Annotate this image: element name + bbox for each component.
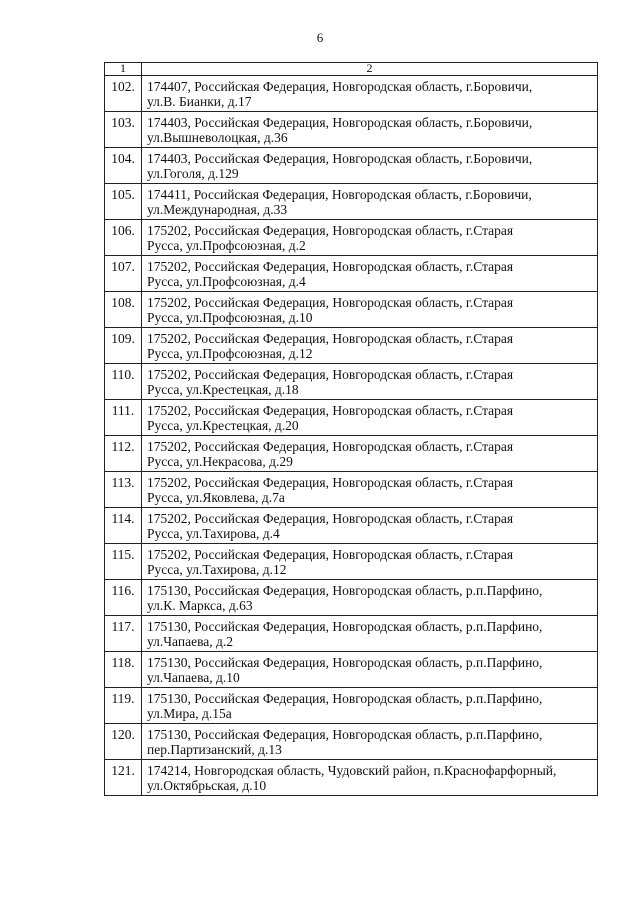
row-number: 113. xyxy=(105,472,142,508)
address-line-1: 175202, Российская Федерация, Новгородская область, г.Старая xyxy=(147,367,514,382)
row-number: 108. xyxy=(105,292,142,328)
address-line-2: Русса, ул.Профсоюзная, д.10 xyxy=(147,310,313,325)
row-number: 106. xyxy=(105,220,142,256)
address-line-1: 174411, Российская Федерация, Новгородская область, г.Боровичи, xyxy=(147,187,532,202)
address-cell xyxy=(142,580,598,616)
address-line-1: 175202, Российская Федерация, Новгородская область, г.Старая xyxy=(147,475,514,490)
address-cell xyxy=(142,328,598,364)
address-line-1: 175130, Российская Федерация, Новгородская область, р.п.Парфино, xyxy=(147,655,543,670)
table-row xyxy=(105,724,598,760)
address-cell xyxy=(142,400,598,436)
address-line-1: 175130, Российская Федерация, Новгородская область, р.п.Парфино, xyxy=(147,619,543,634)
address-line-2: Русса, ул.Крестецкая, д.18 xyxy=(147,382,299,397)
table-row xyxy=(105,184,598,220)
table-row xyxy=(105,364,598,400)
table-row xyxy=(105,220,598,256)
address-line-1: 175202, Российская Федерация, Новгородская область, г.Старая xyxy=(147,259,514,274)
address-line-1: 175202, Российская Федерация, Новгородская область, г.Старая xyxy=(147,511,514,526)
table-row xyxy=(105,616,598,652)
address-line-2: ул.Гоголя, д.129 xyxy=(147,166,239,181)
address-line-1: 175202, Российская Федерация, Новгородская область, г.Старая xyxy=(147,439,514,454)
table-row xyxy=(105,544,598,580)
address-line-2: Русса, ул.Профсоюзная, д.4 xyxy=(147,274,306,289)
row-number: 111. xyxy=(105,400,142,436)
row-number: 103. xyxy=(105,112,142,148)
table-row xyxy=(105,328,598,364)
row-number: 115. xyxy=(105,544,142,580)
address-line-2: Русса, ул.Некрасова, д.29 xyxy=(147,454,293,469)
address-cell xyxy=(142,472,598,508)
header-col-1: 1 xyxy=(105,63,142,76)
address-cell xyxy=(142,652,598,688)
address-line-1: 174403, Российская Федерация, Новгородская область, г.Боровичи, xyxy=(147,115,533,130)
row-number: 107. xyxy=(105,256,142,292)
address-line-1: 175130, Российская Федерация, Новгородская область, р.п.Парфино, xyxy=(147,727,543,742)
address-line-1: 175130, Российская Федерация, Новгородская область, р.п.Парфино, xyxy=(147,691,543,706)
address-cell xyxy=(142,544,598,580)
address-line-2: ул.Чапаева, д.10 xyxy=(147,670,240,685)
row-number: 110. xyxy=(105,364,142,400)
table-row xyxy=(105,400,598,436)
row-number: 121. xyxy=(105,760,142,796)
row-number: 109. xyxy=(105,328,142,364)
address-cell xyxy=(142,364,598,400)
table-header-row xyxy=(105,63,598,76)
address-line-2: Русса, ул.Профсоюзная, д.12 xyxy=(147,346,313,361)
table-row xyxy=(105,436,598,472)
address-cell xyxy=(142,688,598,724)
table-row xyxy=(105,256,598,292)
address-cell xyxy=(142,184,598,220)
address-cell xyxy=(142,724,598,760)
address-line-1: 175202, Российская Федерация, Новгородская область, г.Старая xyxy=(147,223,514,238)
address-cell xyxy=(142,76,598,112)
address-line-1: 175202, Российская Федерация, Новгородская область, г.Старая xyxy=(147,295,514,310)
row-number: 118. xyxy=(105,652,142,688)
table-row xyxy=(105,112,598,148)
address-line-2: ул.К. Маркса, д.63 xyxy=(147,598,253,613)
address-line-1: 175202, Российская Федерация, Новгородская область, г.Старая xyxy=(147,547,514,562)
row-number: 102. xyxy=(105,76,142,112)
table-row xyxy=(105,508,598,544)
address-cell xyxy=(142,148,598,184)
address-line-2: ул.В. Бианки, д.17 xyxy=(147,94,252,109)
address-line-2: Русса, ул.Тахирова, д.4 xyxy=(147,526,280,541)
table-row xyxy=(105,148,598,184)
address-line-2: ул.Октябрьская, д.10 xyxy=(147,778,267,793)
address-line-1: 174403, Российская Федерация, Новгородская область, г.Боровичи, xyxy=(147,151,533,166)
address-line-2: ул.Международная, д.33 xyxy=(147,202,288,217)
page-number: 6 xyxy=(316,30,324,45)
address-cell xyxy=(142,112,598,148)
table-body xyxy=(105,76,598,796)
row-number: 120. xyxy=(105,724,142,760)
table-row xyxy=(105,580,598,616)
row-number: 116. xyxy=(105,580,142,616)
address-table xyxy=(104,62,598,796)
table-row xyxy=(105,688,598,724)
row-number: 114. xyxy=(105,508,142,544)
address-cell xyxy=(142,760,598,796)
address-cell xyxy=(142,256,598,292)
header-col-2: 2 xyxy=(142,63,598,76)
row-number: 105. xyxy=(105,184,142,220)
address-line-2: ул.Чапаева, д.2 xyxy=(147,634,233,649)
address-cell xyxy=(142,436,598,472)
address-line-1: 175202, Российская Федерация, Новгородская область, г.Старая xyxy=(147,403,514,418)
address-line-2: ул.Мира, д.15а xyxy=(147,706,232,721)
address-cell xyxy=(142,616,598,652)
row-number: 112. xyxy=(105,436,142,472)
table-row xyxy=(105,760,598,796)
address-line-1: 174214, Новгородская область, Чудовский район, п.Краснофарфорный, xyxy=(147,763,557,778)
table-row xyxy=(105,652,598,688)
address-line-1: 174407, Российская Федерация, Новгородская область, г.Боровичи, xyxy=(147,79,533,94)
address-cell xyxy=(142,220,598,256)
table-row xyxy=(105,76,598,112)
address-line-2: ул.Вышневолоцкая, д.36 xyxy=(147,130,288,145)
address-line-1: 175202, Российская Федерация, Новгородская область, г.Старая xyxy=(147,331,514,346)
table-row xyxy=(105,472,598,508)
row-number: 104. xyxy=(105,148,142,184)
row-number: 119. xyxy=(105,688,142,724)
table-row xyxy=(105,292,598,328)
address-line-2: Русса, ул.Тахирова, д.12 xyxy=(147,562,287,577)
address-line-2: Русса, ул.Яковлева, д.7а xyxy=(147,490,285,505)
address-line-2: пер.Партизанский, д.13 xyxy=(147,742,282,757)
row-number: 117. xyxy=(105,616,142,652)
address-line-2: Русса, ул.Крестецкая, д.20 xyxy=(147,418,299,433)
address-cell xyxy=(142,292,598,328)
address-line-1: 175130, Российская Федерация, Новгородская область, р.п.Парфино, xyxy=(147,583,543,598)
address-line-2: Русса, ул.Профсоюзная, д.2 xyxy=(147,238,306,253)
address-cell xyxy=(142,508,598,544)
